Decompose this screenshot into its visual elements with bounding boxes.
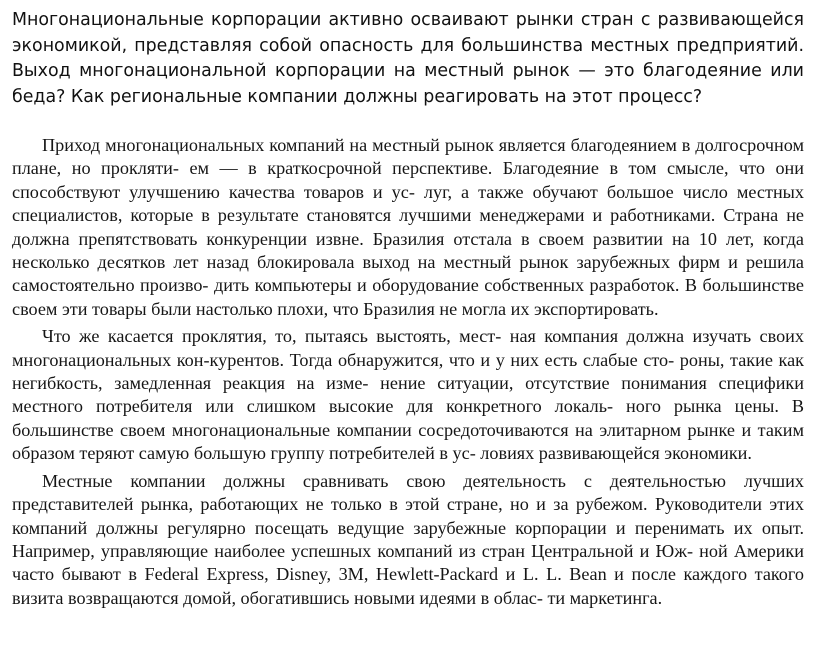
- article-body: [12, 134, 804, 610]
- paragraph-2: Что же касается проклятия, то, пытаясь выстоять, мест- ная компания должна изучать своих многонациональных кон-курентов. Тогда обнаружится, что и у них есть слабые сто- роны, такие как негибкость, замедленная реакция на изме- нение ситуации, отсутствие понимания специфики местного потребителя или слишком высокие для конкретного локаль- ного рынка цены. В большинстве своем многонациональные компании сосредоточиваются на элитарном рынке и таким образом теряют самую большую группу потребителей в ус- ловиях развивающейся экономики.: [12, 326, 804, 464]
- paragraph-1: Приход многонациональных компаний на местный рынок является благодеянием в долгосрочном плане, но прокляти- ем — в краткосрочной перспективе. Благодеяние в том смысле, что они способствуют улучшению качества товаров и ус- луг, а также обучают большое число местных специалистов, которые в результате становятся лучшими менеджерами и работниками. Страна не должна препятствовать конкуренции извне. Бразилия отстала в своем развитии на 10 лет, когда несколько десятков лет назад блокировала выход на местный рынок зарубежных фирм и решила самостоятельно произво- дить компьютеры и оборудование собственных разработок. В большинстве своем эти товары были настолько плохи, что Бразилия не могла их экспортировать.: [12, 135, 804, 319]
- page-heading: Многонациональные корпорации активно осваивают рынки стран с развивающейся экономикой, представляя собой опасность для большинства местных предприятий. Выход многонациональной корпорации на местный рынок — это благодеяние или беда? Как региональные компании должны реагировать на этот процесс?: [12, 10, 804, 107]
- paragraph-3: Местные компании должны сравнивать свою деятельность с деятельностью лучших представителей рынка, работающих не только в этой стране, но и за рубежом. Руководители этих компаний должны регулярно посещать ведущие зарубежные корпорации и перенимать их опыт. Например, управляющие наиболее успешных компаний из стран Центральной и Юж- ной Америки часто бывают в Federal Express, Disney, 3M, Hewlett-Packard и L. L. Bean и после каждого такого визита возвращаются домой, обогатившись новыми идеями в облас- ти маркетинга.: [12, 470, 804, 608]
